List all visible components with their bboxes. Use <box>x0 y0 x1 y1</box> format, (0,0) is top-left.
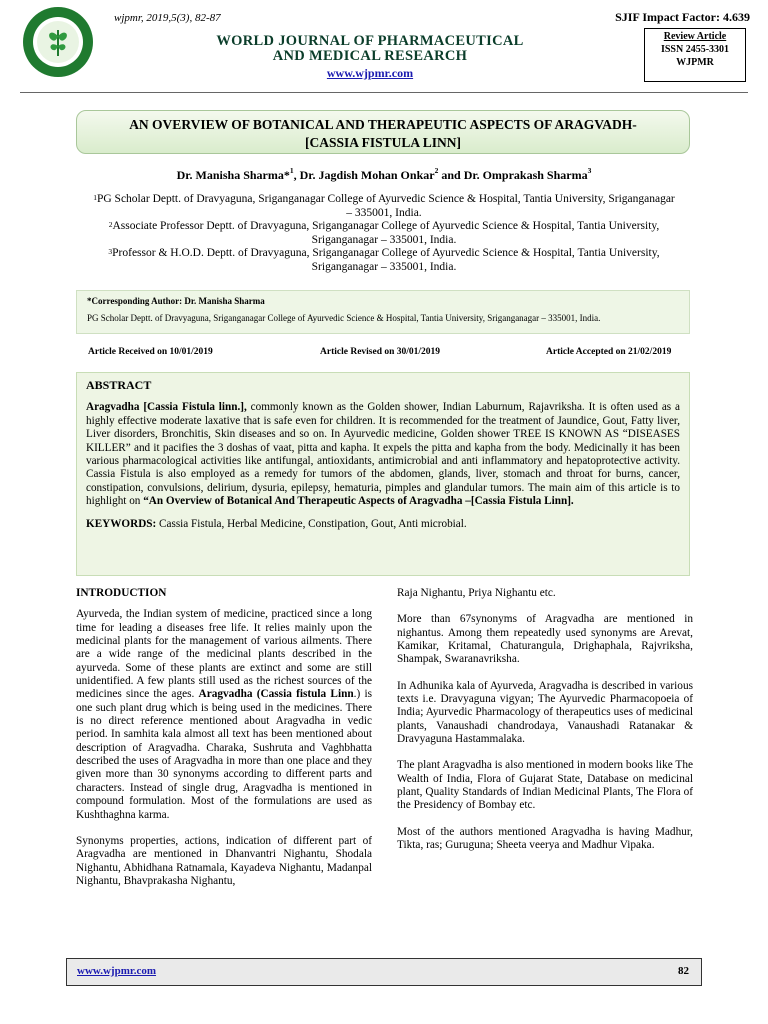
section-heading: INTRODUCTION <box>76 587 167 599</box>
review-info-box <box>644 28 746 82</box>
journal-logo <box>22 6 94 78</box>
accepted-date: Article Accepted on 21/02/2019 <box>546 347 672 357</box>
title-line1: AN OVERVIEW OF BOTANICAL AND THERAPEUTIC ASPECTS OF ARAGVADH- <box>129 117 637 132</box>
journal-short-name: WJPMR <box>676 57 714 68</box>
paragraph: More than 67synonyms of Aragvadha are mentioned in nighantus. Among them repeatedly used synonyms are Arevat, Kamikar, Kritamal, Chaturangula, Drighaphala, Rajvriksha, Shampak, Swaranavriksha. <box>397 613 693 666</box>
article-title <box>76 110 690 154</box>
paragraph: In Adhunika kala of Ayurveda, Aragvadha is described in various texts i.e. Dravyaguna vigyan; The Ayurvedic Pharmacopoeia of India; Ayurvedic Pharmacology of therapeutics uses of medicinal plants, Vanaushadi chandrodaya, Vanaushadi Ratanakar & Dravyaguna Hastammalaka. <box>397 679 693 746</box>
left-column <box>76 587 372 901</box>
page-footer <box>66 958 702 986</box>
journal-website-link[interactable]: www.wjpmr.com <box>326 66 414 80</box>
corresponding-author-box <box>76 290 690 334</box>
keywords: KEYWORDS: Cassia Fistula, Herbal Medicine, Constipation, Gout, Anti microbial. <box>86 517 467 530</box>
issn: ISSN 2455-3301 <box>660 44 730 55</box>
page-number: 82 <box>678 965 689 977</box>
affiliation: $^3$Professor & H.O.D. Deptt. of Dravyaguna, Sriganganagar College of Ayurvedic Science & Hospital, Tantia University, Sriganganagar – 335001, India. <box>108 247 660 273</box>
impact-factor: SJIF Impact Factor: 4.639 <box>615 10 750 24</box>
received-date: Article Received on 10/01/2019 <box>88 347 213 357</box>
right-column <box>397 587 693 866</box>
corresponding-author-label: *Corresponding Author: Dr. Manisha Sharma <box>87 296 265 306</box>
corresponding-author-address: PG Scholar Deptt. of Dravyaguna, Sriganganagar College of Ayurvedic Science & Hospital, Tantia University, Sriganganagar – 335001, India. <box>87 313 601 323</box>
author-name: Dr. Manisha Sharma* <box>176 168 290 182</box>
article-type: Review Article <box>663 31 727 42</box>
affiliation: $^1$PG Scholar Deptt. of Dravyaguna, Sriganganagar College of Ayurvedic Science & Hospital, Tantia University, Sriganganagar – 335001, India. <box>93 193 675 219</box>
paragraph: Raja Nighantu, Priya Nighantu etc. <box>397 587 556 599</box>
paragraph: Synonyms properties, actions, indication of different part of Aragvadha are mentioned in Dhanvantri Nighantu, Shodala Nighantu, Abhidhana Ratnamala, Kayadeva Nighantu, Madanpal Nighantu, Bhavprakasha Nighantu, <box>76 834 372 887</box>
footer-website-link[interactable]: www.wjpmr.com <box>77 965 157 977</box>
abstract-text: Aragvadha [Cassia Fistula linn.], commonly known as the Golden shower, Indian Laburnum, Rajavriksha. It is often used as a highly effective moderate laxative that is safe even for children. It is recommended for the treatment of Jaundice, Gout, Fatty liver, Liver disorders, Bronchitis, Skin diseases and so on. In Ayurvedic medicine, Golden shower TREE IS KNOWN AS “DISEASES KILLER” and it pacifies the 3 doshas of vaat, pitta and kapha. It expels the pitta and kapha from the body. Medicinally it has been various pharmacological activities like antifungal, antioxidants, antimicrobial and anti inflammatory and hepatoprotective activity. Cassia Fistula is also employed as a remedy for tumors of the abdomen, glands, liver, stomach and throat for burns, cancer, constipation, convulsions, delirium, dysuria, epilepsy, hematuria, pimples and glandular tumors. The main aim of this article is to highlight on “An Overview of Botanical And Therapeutic Aspects of Aragvadha –[Cassia Fistula Linn]. <box>86 401 680 508</box>
journal-title-line2: AND MEDICAL RESEARCH <box>272 48 468 64</box>
paragraph: The plant Aragvadha is also mentioned in modern books like The Wealth of India, Flora of Gujarat State, Database on medicinal plant, Quality Standards of Indian Medicinal Plants, The Flora of the Presidency of Bombay etc. <box>397 759 693 812</box>
paragraph: Ayurveda, the Indian system of medicine, practiced since a long time for leading a diseases free life. It relies mainly upon the medicinal plants for the management of various ailments. There are a wide range of the medicinal plants described in the ayurveda. Some of these plants are extinct and some are still unidentified. A few plants still used as the richest sources of the medicines since the ages. Aragvadha (Cassia fistula Linn.) is one such plant drug which is being used in the medicines. There is no direct reference mentioned about Aragvadha in vedic period. In samhita kala almost all text has been mentioned about description of Aragvadha. Charaka, Sushruta and Vaghbhatta described the uses of Aragvadha in more than one place and they given more than 30 synonyms according to different parts and characters. Instead of single drug, Aragvadha is mentioned in compound formulation. Most of the formulations are used as Kushthaghna karma. <box>76 608 372 821</box>
title-line2: [CASSIA FISTULA LINN] <box>304 135 462 150</box>
author-name: Dr. Omprakash Sharma <box>463 168 588 182</box>
affiliation: $^2$Associate Professor Deptt. of Dravyaguna, Sriganganagar College of Ayurvedic Science & Hospital, Tantia University, Sriganganagar – 335001, India. <box>108 220 660 246</box>
abstract-box <box>76 372 690 576</box>
citation: wjpmr, 2019,5(3), 82-87 <box>114 12 221 24</box>
author-list: Dr. Manisha Sharma*$^1$, Dr. Jagdish Mohan Onkar$^2$ and Dr. Omprakash Sharma$^3$ <box>176 166 592 182</box>
header-divider <box>20 92 748 93</box>
author-name: Dr. Jagdish Mohan Onkar <box>299 168 435 182</box>
abstract-heading: ABSTRACT <box>86 378 152 392</box>
revised-date: Article Revised on 30/01/2019 <box>320 347 441 357</box>
journal-title-line1: WORLD JOURNAL OF PHARMACEUTICAL <box>216 33 524 49</box>
affiliations <box>90 193 678 274</box>
paragraph: Most of the authors mentioned Aragvadha is having Madhur, Tikta, ras; Guruguna; Sheeta veerya and Madhur Vipaka. <box>397 825 693 852</box>
